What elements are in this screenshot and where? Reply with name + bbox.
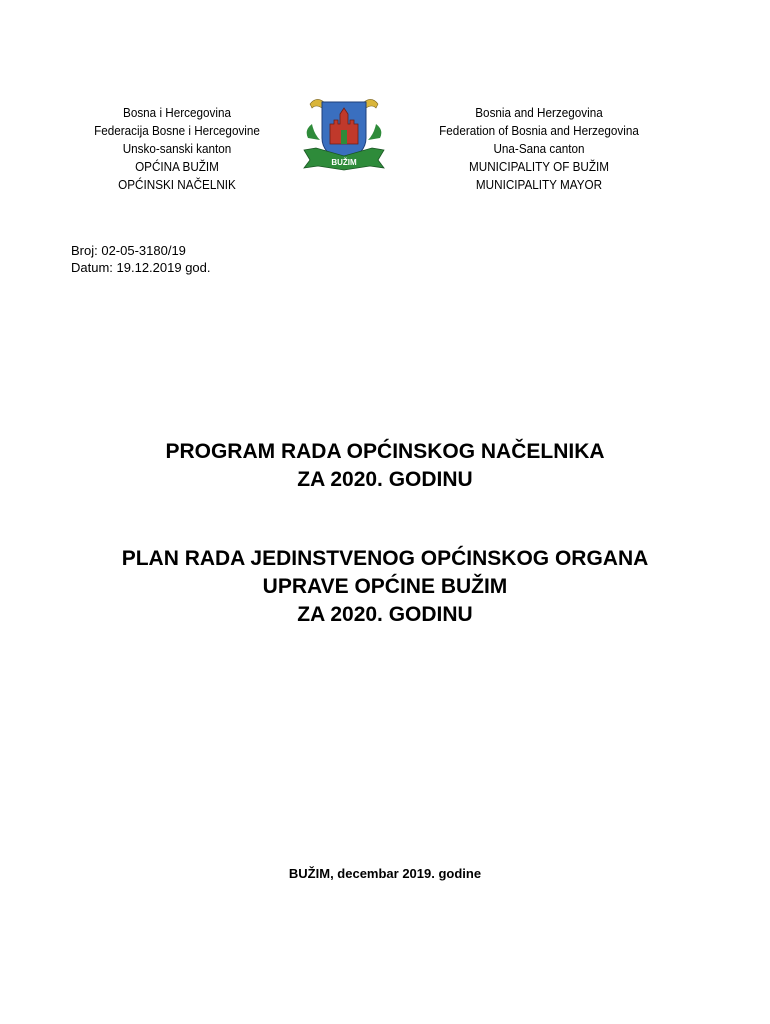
header-left-line: Bosna i Hercegovina [123,105,231,120]
header-right-block [436,104,643,194]
program-title-line: ZA 2020. GODINU [297,468,473,491]
header-right-line: MUNICIPALITY OF BUŽIM [469,159,609,174]
header-right-line: Federation of Bosnia and Herzegovina [439,123,639,138]
document-number: Broj: 02-05-3180/19 [71,243,186,258]
header-left-line: OPĆINA BUŽIM [135,159,219,174]
header-left-line: OPĆINSKI NAČELNIK [118,177,236,192]
header-left-line: Unsko-sanski kanton [122,141,232,156]
plan-title [0,545,770,629]
header-left-block [87,104,267,194]
plan-title-line: ZA 2020. GODINU [297,603,473,626]
plan-title-line: UPRAVE OPĆINE BUŽIM [262,575,508,598]
crest-label: BUŽIM [331,158,357,167]
header-right-line: Bosnia and Herzegovina [475,105,603,120]
program-title-line: PROGRAM RADA OPĆINSKOG NAČELNIKA [165,440,605,463]
place-and-date: BUŽIM, decembar 2019. godine [288,866,482,881]
municipality-crest-logo [300,94,388,172]
document-reference [71,242,211,276]
program-title [0,438,770,494]
header-right-line: Una-Sana canton [493,141,585,156]
header-left-line: Federacija Bosne i Hercegovine [94,123,260,138]
plan-title-line: PLAN RADA JEDINSTVENOG OPĆINSKOG ORGANA [121,547,649,570]
document-date: Datum: 19.12.2019 god. [71,260,211,275]
header-right-line: MUNICIPALITY MAYOR [475,177,603,192]
